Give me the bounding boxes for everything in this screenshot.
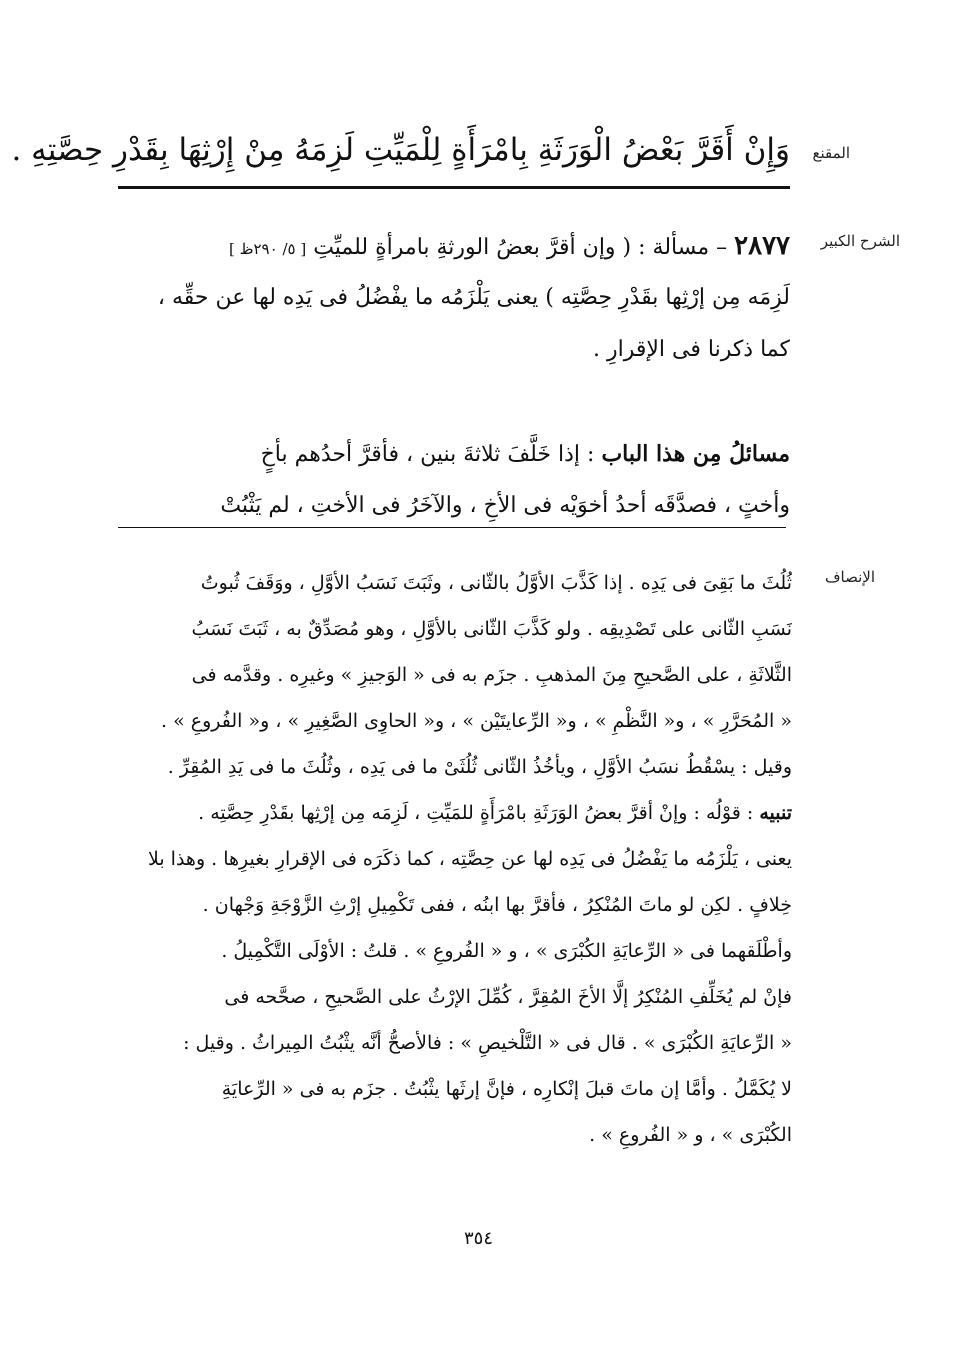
insaf-line: ثُلُثَ ما بَقِىَ فى يَدِه . إذا كَذَّبَ الأوَّلُ بالثّانى ، وثَبَتَ نَسَبُ الأوَّلِ ، ووَقَفَ ثُبوتُ bbox=[200, 572, 792, 594]
tanbih-line-1-text: : قوْلُه : وإنْ أقرَّ بعضُ الوَرَثَةِ بامْرَأَةٍ للمَيِّتِ ، لَزِمَه مِن إرْثِها بقَدْرِ حِصَّتِه . bbox=[198, 802, 760, 824]
sharh-text bbox=[110, 220, 790, 532]
sharh-line-1 bbox=[110, 220, 790, 272]
tanbih-line: فإنْ لم يُخَلِّفِ المُنْكِرُ إلَّا الأخَ المُقِرَّ ، كُمِّلَ الإرْثُ على الصَّحيحِ ، صحَّحه فى bbox=[224, 986, 792, 1008]
tanbih-line: خِلافٍ . لكِن لو ماتَ المُنْكِرُ ، فأقرَّ بها ابنُه ، ففى تَكْمِيلِ إرْثِ الزَّوْجَةِ وَجْهان . bbox=[202, 894, 792, 916]
tanbih-line: « الرِّعايَةِ الكُبْرَى » . قال فى « التَّلْخيصِ » : فالأصحُّ أنَّه يثْبُتُ المِيراثُ . وقيل : bbox=[183, 1032, 792, 1054]
tanbih-label: تنبيه bbox=[759, 802, 792, 824]
sharh-blank bbox=[110, 376, 790, 428]
sharh-line-1-text: – مسألة : ( وإن أقرَّ بعضُ الورثةِ بامرأةٍ للميِّتِ bbox=[313, 235, 735, 260]
tanbih-line: وأطْلَقهما فى « الرِّعايَةِ الكُبْرَى » ، و « الفُروعِ » . قلتُ : الأوْلَى التَّكْمِيلُ . bbox=[221, 940, 792, 962]
insaf-line: نَسَبِ الثّانى على تَصْدِيقِه . ولو كَذَّبَ الثّانى بالأوَّلِ ، وهو مُصَدِّقٌ به ، ثَبَتَ نَسَبُ bbox=[191, 618, 792, 640]
tanbih-line: يعنى ، يَلْزَمُه ما يَفْضُلُ فى يَدِه لها عن حِصَّتِه ، كما ذكَرَه فى الإقرارِ بغيرِها . وهذا بلا bbox=[148, 848, 792, 870]
label-insaf: الإنصاف bbox=[824, 568, 875, 586]
section-heading: مسائلُ مِن هذا الباب bbox=[601, 441, 790, 467]
page-ref: [ ٥/ ٢٩٠ظ ] bbox=[229, 240, 307, 258]
sharh-line-3: كما ذكرنا فى الإقرارِ . bbox=[592, 337, 790, 362]
insaf-text bbox=[112, 560, 792, 1158]
sharh-line-2: لَزِمَه مِن إرْثِها بقَدْرِ حِصَّتِه ) يعنى يَلْزَمُه ما يفْضُلُ فى يَدِه لها عن حقِّه ، bbox=[157, 285, 790, 310]
sharh-para2-line-2: وأختٍ ، فصدَّقَه أحدُ أخوَيْه فى الأخِ ، والآخَرُ فى الأختِ ، لم يَثْبُتْ bbox=[220, 493, 790, 518]
insaf-line: « المُحَرَّرِ » ، و« النَّظْمِ » ، و« الرِّعايتَيْن » ، و« الحاوِى الصَّغِيرِ » ، و« الفُروعِ » . bbox=[161, 710, 792, 732]
label-sharh: الشرح الكبير bbox=[820, 232, 900, 250]
issue-number: ٢٨٧٧ bbox=[734, 231, 790, 261]
tanbih-line-1 bbox=[112, 790, 792, 836]
sharh-para2-line-1-text: : إذا خَلَّفَ ثلاثةَ بنين ، فأقرَّ أحدُهم بأخٍ bbox=[260, 442, 602, 467]
tanbih-line: لا يُكَمَّلُ . وأمَّا إن ماتَ قبلَ إنْكارِه ، فإنَّ إرثَها يثْبُتُ . جزَم به فى « الرِّعايَةِ bbox=[221, 1078, 792, 1100]
insaf-line: الثَّلاثَةِ ، على الصَّحيحِ مِنَ المذهبِ . جزَم به فى « الوَجيزِ » وغيرِه . وقدَّمه فى bbox=[191, 664, 792, 686]
insaf-line: وقيل : يسْقُطُ نسَبُ الأوَّلِ ، ويأخُذُ الثّانى ثُلُثَىْ ما فى يَدِه ، وثُلُثَ ما فى يَدِ المُقِرِّ . bbox=[167, 756, 792, 778]
sharh-para2-line-1 bbox=[110, 428, 790, 480]
page-number: ٣٥٤ bbox=[463, 1228, 493, 1249]
thin-divider bbox=[118, 527, 786, 528]
label-muqni: المقنع bbox=[812, 144, 850, 162]
tanbih-line: الكُبْرَى » ، و « الفُروعِ » . bbox=[589, 1124, 792, 1146]
muqni-text: وَإِنْ أَقَرَّ بَعْضُ الْوَرَثَةِ بِامْرَأَةٍ لِلْمَيِّتِ لَزِمَهُ مِنْ إِرْثِهَا بِقَدْرِ حِصَّتِهِ . bbox=[11, 132, 790, 168]
thick-divider bbox=[118, 186, 790, 189]
